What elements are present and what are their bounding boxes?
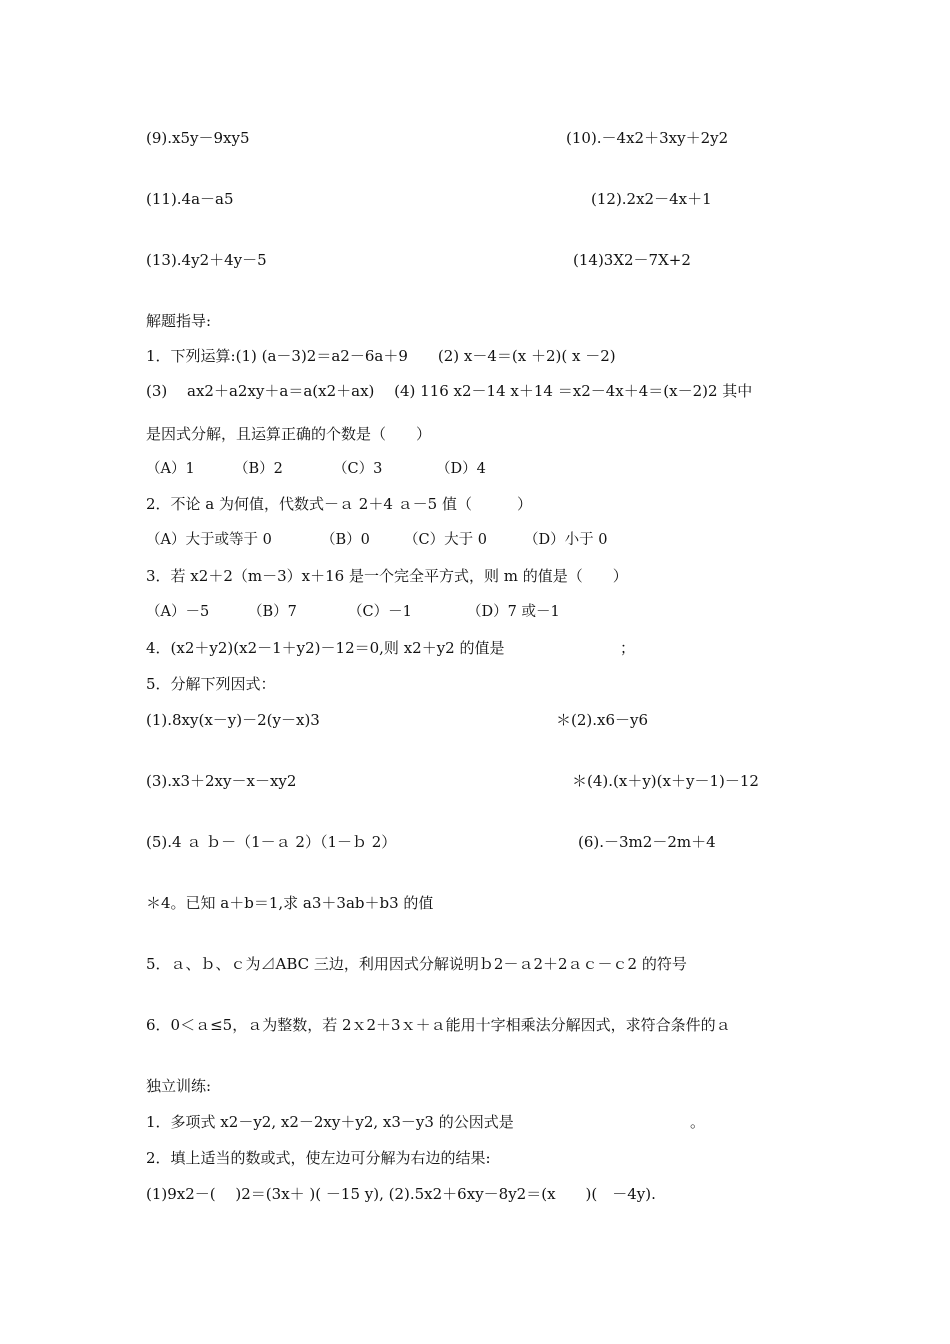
exercise-11: (11).4a－a5: [146, 190, 234, 208]
q1-option-c: （C）3: [333, 461, 383, 477]
q3-option-c: （C）－1: [348, 604, 412, 620]
q1-option-a: （A）1: [146, 461, 195, 477]
q2-line1: 2．不论 a 为何值，代数式－ａ 2＋4 ａ－5 值（ ）: [146, 495, 532, 513]
q2-option-d: （D）小于 0: [524, 532, 608, 548]
q5-item-5: (5).4 ａ ｂ－（1－ａ 2）（1－ｂ 2）: [146, 833, 397, 851]
q5-item-4: ＊(4).(x＋y)(x＋y－1)－12: [572, 772, 759, 790]
exercise-9: (9).x5y－9xy5: [146, 129, 250, 147]
star-problem-4: ＊4。已知 a＋b＝1,求 a3＋3ab＋b3 的值: [146, 894, 434, 912]
training-2-equation: (1)9x2－( )2＝(3x＋ )( －15 y), (2).5x2＋6xy－8y2＝(x )( －4y).: [146, 1185, 656, 1203]
q4-line1: 4．(x2＋y2)(x2－1＋y2)－12＝0,则 x2＋y2 的值是: [146, 639, 505, 657]
exercise-12: (12).2x2－4x＋1: [591, 190, 712, 208]
training-1-end: 。: [690, 1113, 706, 1131]
q3-option-a: （A）－5: [146, 604, 210, 620]
q2-option-b: （B）0: [321, 532, 370, 548]
training-heading: 独立训练:: [146, 1077, 212, 1095]
problem-5: 5．ａ、ｂ、ｃ为⊿ABC 三边，利用因式分解说明ｂ2－ａ2＋2ａｃ－ｃ2 的符号: [146, 955, 687, 973]
q3-option-b: （B）7: [248, 604, 297, 620]
q1-option-b: （B）2: [234, 461, 283, 477]
q1-line1: 1．下列运算:(1) (a－3)2＝a2－6a＋9 (2) x－4＝(x ＋2)( x －2): [146, 347, 616, 365]
q3-option-d: （D）7 或－1: [467, 604, 560, 620]
q2-option-c: （C）大于 0: [404, 532, 487, 548]
training-2: 2．填上适当的数或式，使左边可分解为右边的结果:: [146, 1149, 491, 1167]
exercise-13: (13).4y2＋4y－5: [146, 251, 267, 269]
exercise-10: (10).－4x2＋3xy＋2y2: [566, 129, 729, 147]
q2-option-a: （A）大于或等于 0: [146, 532, 272, 548]
q1-line2: (3) ax2＋a2xy＋a＝a(x2＋ax) (4) 116 x2－14 x＋14 ＝x2－4x＋4＝(x－2)2 其中: [146, 382, 753, 400]
q4-end: ；: [620, 639, 636, 657]
problem-6: 6．0＜ａ≤5，ａ为整数，若 2ｘ2＋3ｘ＋ａ能用十字相乘法分解因式，求符合条件的ａ: [146, 1016, 731, 1034]
training-1: 1．多项式 x2－y2, x2－2xy＋y2, x3－y3 的公因式是: [146, 1113, 514, 1131]
guidance-heading: 解题指导:: [146, 312, 212, 330]
q5-line1: 5．分解下列因式：: [146, 675, 276, 693]
q5-item-1: (1).8xy(x－y)－2(y－x)3: [146, 711, 320, 729]
q5-item-2: ＊(2).x6－y6: [556, 711, 649, 729]
q1-line3: 是因式分解，且运算正确的个数是（ ）: [146, 425, 432, 443]
q1-option-d: （D）4: [436, 461, 486, 477]
q5-item-6: (6).－3m2－2m＋4: [578, 833, 716, 851]
q3-line1: 3．若 x2＋2（m－3）x＋16 是一个完全平方式，则 m 的值是（ ）: [146, 567, 628, 585]
q5-item-3: (3).x3＋2xy－x－xy2: [146, 772, 297, 790]
exercise-14: (14)3X2－7X+2: [573, 251, 691, 269]
